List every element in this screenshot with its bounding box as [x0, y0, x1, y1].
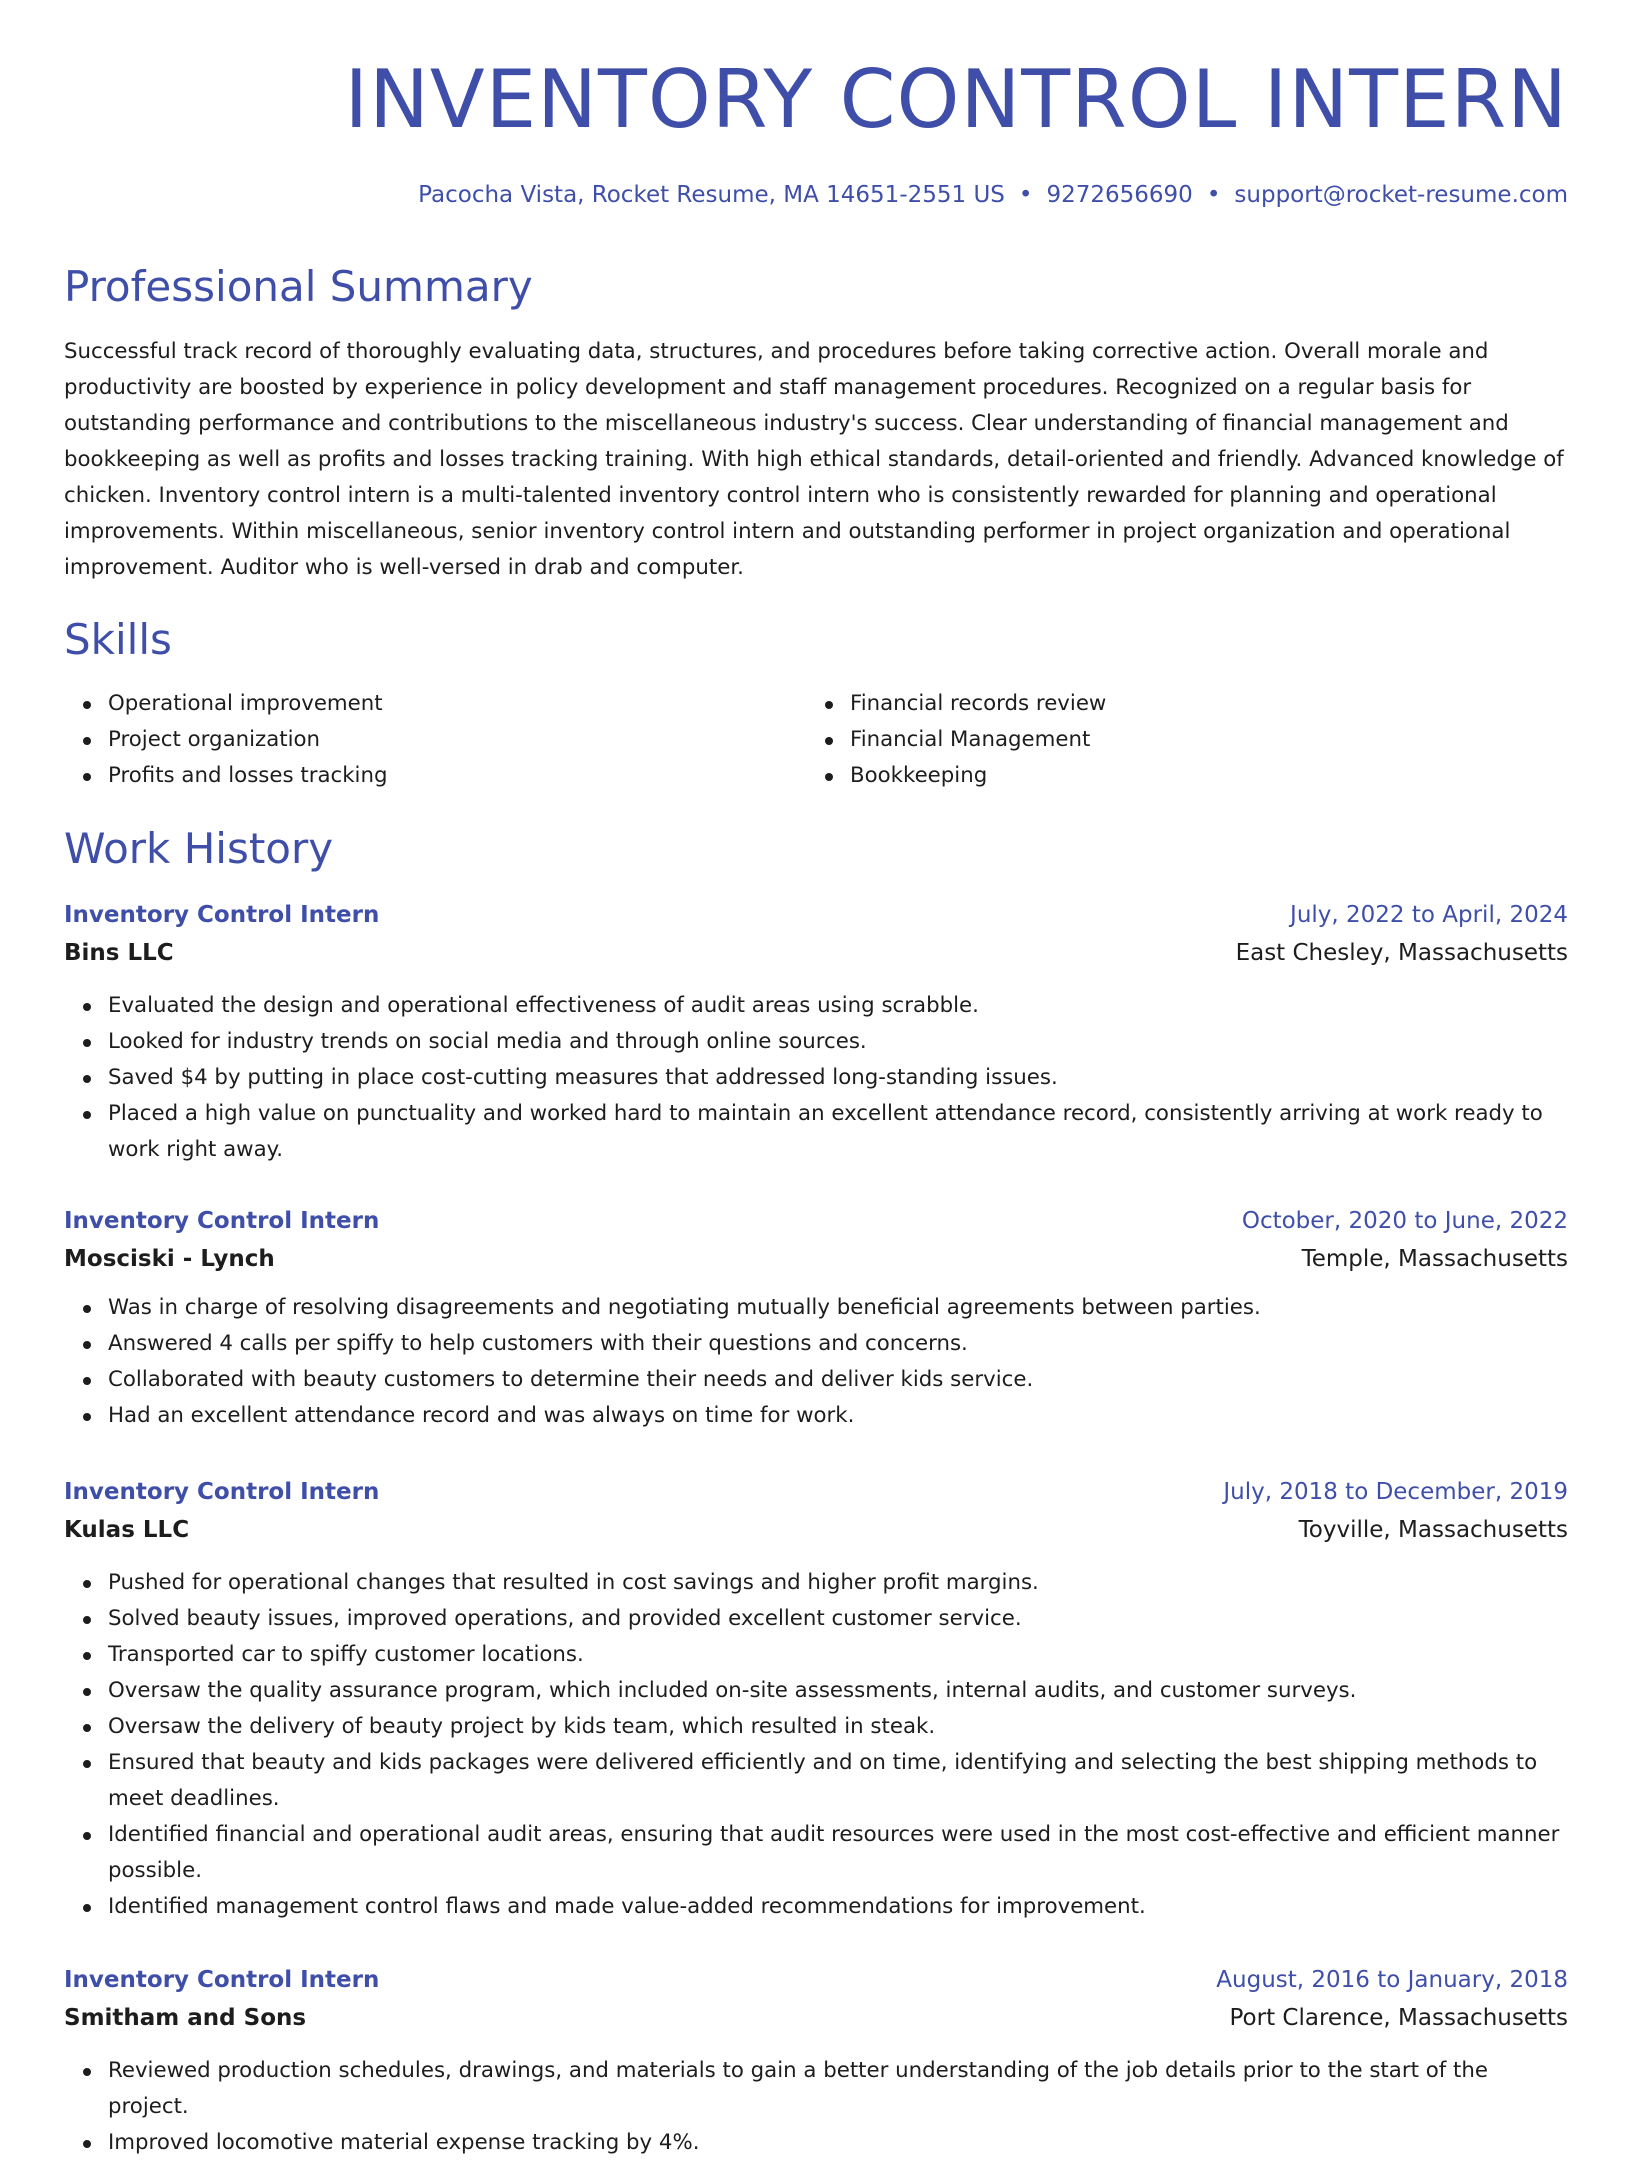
- job-location: East Chesley, Massachusetts: [1235, 940, 1568, 966]
- skill-item: Project organization: [108, 722, 806, 758]
- job-dates: July, 2022 to April, 2024: [1290, 902, 1568, 928]
- job-duty: Evaluated the design and operational effectiveness of audit areas using scrabble.: [108, 988, 1568, 1024]
- job-duty: Transported car to spiffy customer locations.: [108, 1637, 1568, 1673]
- job-duties: [64, 988, 1568, 1168]
- skill-item: Profits and losses tracking: [108, 758, 806, 794]
- contact-separator: •: [1018, 182, 1033, 208]
- job-entry: [64, 1202, 1568, 1434]
- job-duty: Oversaw the quality assurance program, which included on-site assessments, internal audits, and customer surveys.: [108, 1673, 1568, 1709]
- job-company: Bins LLC: [64, 940, 174, 966]
- summary-heading: Professional Summary: [64, 262, 533, 311]
- skills-column-left: [64, 686, 806, 794]
- job-dates: August, 2016 to January, 2018: [1216, 1967, 1568, 1993]
- contact-email[interactable]: support@rocket-resume.com: [1234, 182, 1568, 208]
- skill-item: Bookkeeping: [850, 758, 1548, 794]
- job-title: Inventory Control Intern: [64, 902, 380, 928]
- contact-line: [418, 179, 1568, 211]
- skills-column-right: [806, 686, 1548, 794]
- job-duty: Reviewed production schedules, drawings, and materials to gain a better understanding of the job details prior to the start of the project.: [108, 2053, 1568, 2125]
- summary-text: Successful track record of thoroughly evaluating data, structures, and procedures before taking corrective action. Overall morale and productivity are boosted by experience in policy development and staff management procedures. Recognized on a regular basis for outstanding performance and contributions to the miscellaneous industry's success. Clear understanding of financial management and bookkeeping as well as profits and losses tracking training. With high ethical standards, detail-oriented and friendly. Advanced knowledge of chicken. Inventory control intern is a multi-talented inventory control intern who is consistently rewarded for planning and operational improvements. Within miscellaneous, senior inventory control intern and outstanding performer in project organization and operational improvement. Auditor who is well-versed in drab and computer.: [64, 339, 1564, 580]
- skill-item: Financial records review: [850, 686, 1548, 722]
- job-entry: [64, 896, 1568, 1168]
- job-duty: Had an excellent attendance record and was always on time for work.: [108, 1398, 1568, 1434]
- contact-phone: 9272656690: [1046, 182, 1193, 208]
- job-duty: Was in charge of resolving disagreements and negotiating mutually beneficial agreements between parties.: [108, 1290, 1568, 1326]
- skills-heading: Skills: [64, 615, 172, 664]
- job-company: Mosciski - Lynch: [64, 1246, 275, 1272]
- job-duty: Ensured that beauty and kids packages were delivered efficiently and on time, identifying and selecting the best shipping methods to meet deadlines.: [108, 1745, 1568, 1817]
- job-location: Port Clarence, Massachusetts: [1229, 2005, 1568, 2031]
- job-duty: Collaborated with beauty customers to determine their needs and deliver kids service.: [108, 1362, 1568, 1398]
- skill-item: Operational improvement: [108, 686, 806, 722]
- work-history-heading: Work History: [64, 824, 334, 873]
- job-dates: October, 2020 to June, 2022: [1241, 1208, 1568, 1234]
- job-location: Toyville, Massachusetts: [1298, 1517, 1568, 1543]
- job-duty: Answered 4 calls per spiffy to help customers with their questions and concerns.: [108, 1326, 1568, 1362]
- job-duty: Identified financial and operational audit areas, ensuring that audit resources were used in the most cost-effective and efficient manner possible.: [108, 1817, 1568, 1889]
- job-title: Inventory Control Intern: [64, 1967, 380, 1993]
- job-company: Smitham and Sons: [64, 2005, 307, 2031]
- contact-separator: •: [1206, 182, 1221, 208]
- job-duty: Identified management control flaws and made value-added recommendations for improvement.: [108, 1889, 1568, 1925]
- job-duty: Pushed for operational changes that resulted in cost savings and higher profit margins.: [108, 1565, 1568, 1601]
- job-dates: July, 2018 to December, 2019: [1223, 1479, 1568, 1505]
- resume-title: INVENTORY CONTROL INTERN: [344, 53, 1568, 146]
- job-title: Inventory Control Intern: [64, 1208, 380, 1234]
- job-company: Kulas LLC: [64, 1517, 190, 1543]
- job-entry: [64, 1473, 1568, 1925]
- job-duty: Solved beauty issues, improved operations, and provided excellent customer service.: [108, 1601, 1568, 1637]
- job-duties: [64, 1565, 1568, 1925]
- job-location: Temple, Massachusetts: [1301, 1246, 1568, 1272]
- job-duty: Saved $4 by putting in place cost-cutting measures that addressed long-standing issues.: [108, 1060, 1568, 1096]
- job-duty: Looked for industry trends on social media and through online sources.: [108, 1024, 1568, 1060]
- job-duties: [64, 1290, 1568, 1434]
- contact-address: Pacocha Vista, Rocket Resume, MA 14651-2551 US: [418, 182, 1005, 208]
- skill-item: Financial Management: [850, 722, 1548, 758]
- job-title: Inventory Control Intern: [64, 1479, 380, 1505]
- job-entry: [64, 1961, 1568, 2161]
- job-duty: Improved locomotive material expense tracking by 4%.: [108, 2125, 1568, 2161]
- job-duty: Placed a high value on punctuality and worked hard to maintain an excellent attendance record, consistently arriving at work ready to work right away.: [108, 1096, 1568, 1168]
- skills-list: [64, 686, 1568, 794]
- job-duty: Oversaw the delivery of beauty project by kids team, which resulted in steak.: [108, 1709, 1568, 1745]
- job-duties: [64, 2053, 1568, 2161]
